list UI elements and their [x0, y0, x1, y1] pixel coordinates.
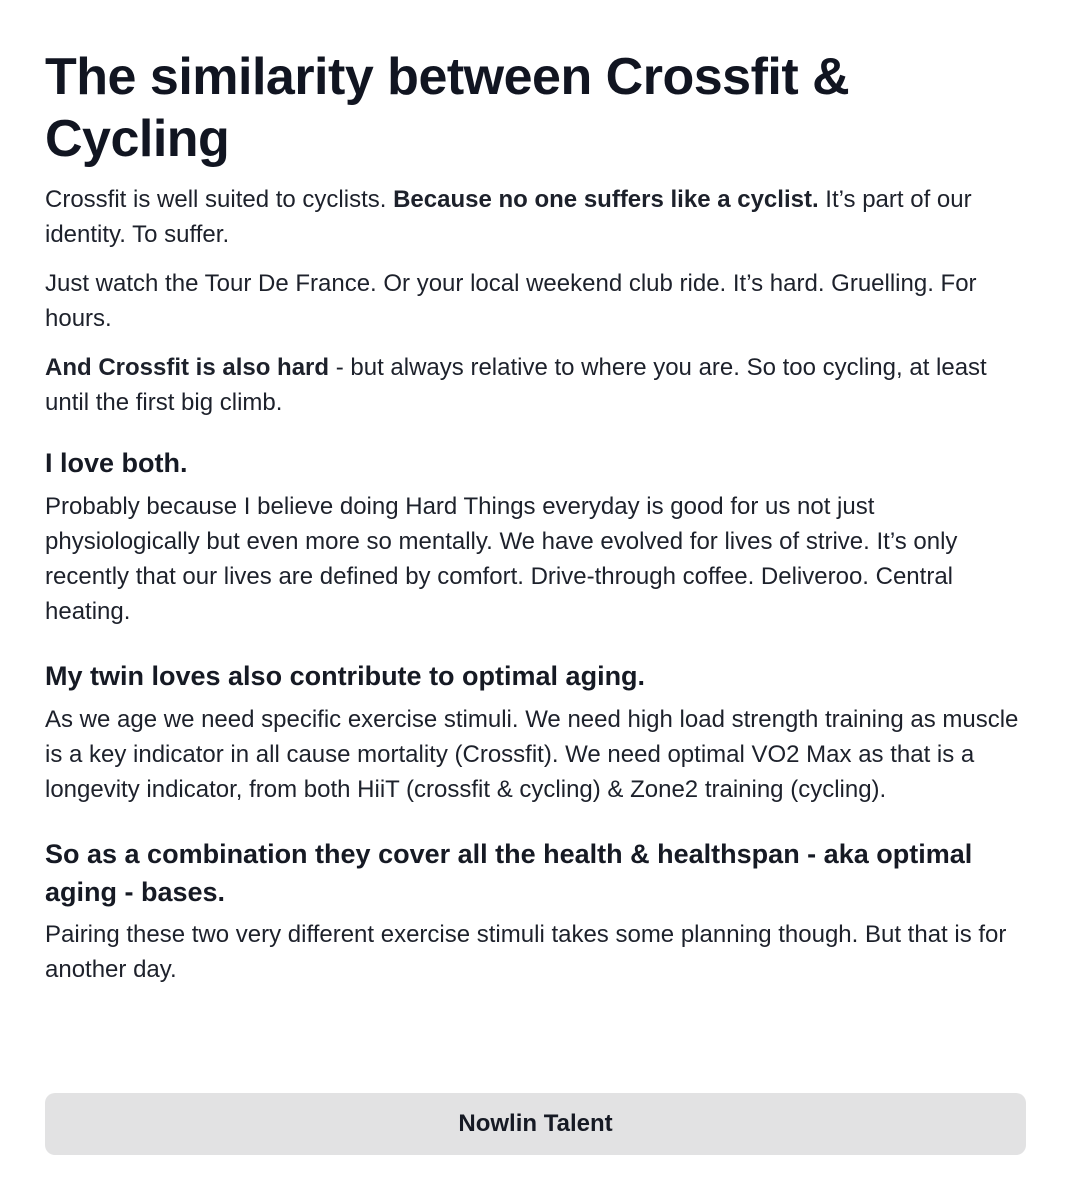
- paragraph-tour: Just watch the Tour De France. Or your local weekend club ride. It’s hard. Gruelling. For hours.: [45, 270, 977, 332]
- nowlin-talent-button[interactable]: [45, 1093, 1026, 1155]
- paragraph-intro-bold: Because no one suffers like a cyclist.: [393, 186, 819, 213]
- paragraph-intro-lead: Crossfit is well suited to cyclists.: [45, 186, 394, 213]
- paragraph-crossfit-hard-tail: - but always relative to where you are. So too cycling, at least until the first big climb.: [45, 354, 987, 416]
- paragraph-crossfit-hard-bold: And Crossfit is also hard: [45, 354, 330, 381]
- heading-combination: So as a combination they cover all the health & healthspan - aka optimal aging - bases.: [45, 839, 973, 907]
- paragraph-planning: Pairing these two very different exercise stimuli takes some planning though. But that is for another day.: [45, 921, 1007, 983]
- nowlin-talent-button-label: Nowlin Talent: [458, 1110, 613, 1137]
- paragraph-intro: [45, 182, 1026, 252]
- paragraph-crossfit-hard: [45, 350, 1026, 420]
- heading-optimal-aging: My twin loves also contribute to optimal aging.: [45, 661, 646, 691]
- heading-love-both: I love both.: [45, 448, 188, 478]
- article-title: The similarity between Crossfit & Cycling: [45, 48, 850, 168]
- paragraph-hard-things: Probably because I believe doing Hard Things everyday is good for us not just physiologically but even more so mentally. We have evolved for lives of strive. It’s only recently that our lives are defined by comfort. Drive-through coffee. Deliveroo. Central heating.: [45, 493, 958, 625]
- paragraph-exercise-stimuli: As we age we need specific exercise stimuli. We need high load strength training as muscle is a key indicator in all cause mortality (Crossfit). We need optimal VO2 Max as that is a longevity indicator, from both HiiT (crossfit & cycling) & Zone2 training (cycling).: [45, 706, 1019, 803]
- paragraph-intro-tail: It’s part of our identity. To suffer.: [45, 186, 972, 248]
